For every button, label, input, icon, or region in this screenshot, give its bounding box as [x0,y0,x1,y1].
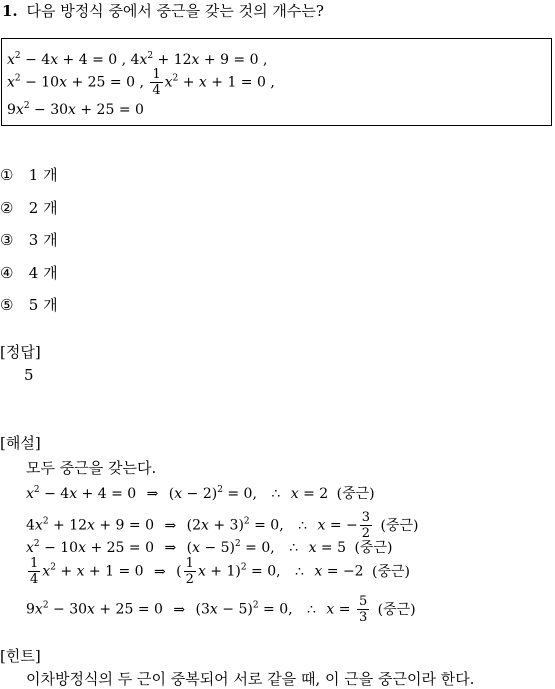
choice-3[interactable] [0,229,58,250]
hint-heading: [힌트] [0,647,41,665]
choice-4-mark: ④ [0,264,14,282]
choice-2[interactable] [0,197,58,218]
explanation-line-3: $x^2 - 10x + 25 = 0$ ⇒ $(x - 5)^2 = 0$, ∴ x = 5 (중근) [26,539,393,556]
explanation-line-2: $4x^2 + 12x + 9 = 0$ ⇒ $(2x + 3)^2 = 0$, ∴ x = − $\frac{3}{2}$ (중근) [26,510,419,541]
fraction-one-half: $\frac{1}{2}$ [185,556,194,587]
choice-5-mark: ⑤ [0,296,14,314]
choice-2-mark: ② [0,199,14,217]
fraction-one-quarter: $\frac{1}{4}$ [152,67,161,98]
choice-4-label: 4 개 [28,264,58,282]
explanation-heading: [해설] [0,434,41,452]
explanation-line-5: $9x^2 - 30x + 25 = 0$ ⇒ $(3x - 5)^2 = 0$, ∴ x = $\frac{5}{3}$ (중근) [26,594,416,625]
fraction-three-halves: $\frac{3}{2}$ [361,510,371,541]
equation-row-1: $x^2 - 4x + 4 = 0$ , $4x^2 + 12x + 9 = 0$ , [7,51,268,68]
choice-3-label: 3 개 [28,231,58,249]
hint-text: 이차방정식의 두 근이 중복되어 서로 같을 때, 이 근을 중근이라 한다. [26,670,475,688]
choice-1[interactable] [0,164,58,185]
equation-row-2: $x^2 - 10x + 25 = 0$ , $\frac{1}{4}$ $x^2 + x + 1 = 0$ , [7,67,275,98]
choice-2-label: 2 개 [28,199,58,217]
choice-1-label: 1 개 [28,166,58,184]
explanation-intro: 모두 중근을 갖는다. [26,459,157,477]
answer-heading: [정답] [0,343,41,361]
choice-3-mark: ③ [0,231,14,249]
equation-row-3: $9x^2 - 30x + 25 = 0$ [7,101,144,118]
explanation-line-1: $x^2 - 4x + 4 = 0$ ⇒ $(x - 2)^2 = 0$, ∴ x = 2 (중근) [26,485,375,502]
explanation-line-4: $\frac{1}{4}$ $x^2 + x + 1 = 0$ ⇒ ( $\frac{1}{2}$ x + 1)$^2$ = 0, ∴ x = −2 (중근) [30,556,411,587]
choice-5[interactable] [0,294,58,315]
answer-value: 5 [24,366,34,384]
question-text: 다음 방정식 중에서 중근을 갖는 것의 개수는? [26,2,324,20]
choice-1-mark: ① [0,166,14,184]
question-number: 1. [2,2,18,20]
choice-4[interactable] [0,262,58,283]
fraction-one-quarter-2: $\frac{1}{4}$ [30,556,39,587]
choice-5-label: 5 개 [28,296,58,314]
fraction-five-thirds: $\frac{5}{3}$ [358,594,368,625]
question-title [2,0,324,21]
